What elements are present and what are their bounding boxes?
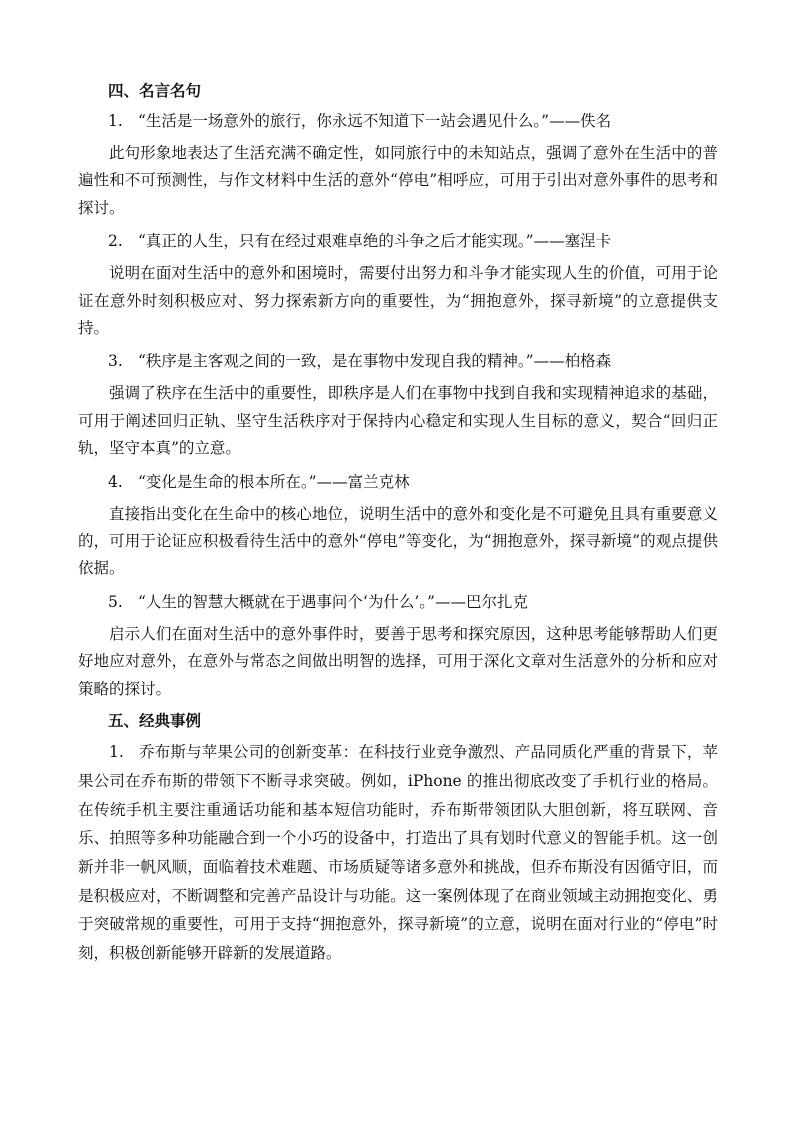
- section-heading: 四、名言名句: [108, 82, 202, 100]
- quote-line: [108, 108, 718, 134]
- quote-text: “真正的人生，只有在经过艰难卓绝的斗争之后才能实现。”——塞涅卡: [138, 232, 612, 251]
- example-paragraph: [78, 738, 718, 968]
- section-classic-examples: [78, 709, 718, 968]
- quote-text: “人生的智慧大概就在于遇事问个‘为什么’。”——巴尔扎克: [138, 592, 528, 611]
- quote-explanation: 直接指出变化在生命中的核心地位，说明生活中的意外和变化是不可避免且具有重要意义的，可用于论证应积极看待生活中的意外“停电”等变化，为“拥抱意外，探寻新境”的观点提供依据。: [78, 504, 718, 578]
- section-famous-quotes: [78, 79, 718, 703]
- quote-text: “生活是一场意外的旅行，你永远不知道下一站会遇见什么。”——佚名: [138, 112, 612, 130]
- example-number: 1.: [109, 743, 124, 762]
- quote-explanation: 强调了秩序在生活中的重要性，即秩序是人们在事物中找到自我和实现精神追求的基础，可用于阐述回归正轨、坚守生活秩序对于保持内心稳定和实现人生目标的意义，契合“回归正轨，坚守本真”的立意。: [78, 384, 718, 458]
- quote-explanation: 启示人们在面对生活中的意外事件时，要善于思考和探究原因，这种思考能够帮助人们更好地应对意外，在意外与常态之间做出明智的选择，可用于深化文章对生活意外的分析和应对策略的探讨。: [78, 624, 718, 698]
- section-heading: 五、经典事例: [108, 712, 202, 731]
- quote-text: “秩序是主客观之间的一致，是在事物中发现自我的精神。”——柏格森: [138, 352, 612, 371]
- example-text: 乔布斯与苹果公司的创新变革：在科技行业竞争激烈、产品同质化严重的背景下，苹果公司在乔布斯的带领下不断寻求突破。例如，iPhone 的推出彻底改变了手机行业的格局。在传统手机主要注重通话功能和基本短信功能时，乔布斯带领团队大胆创新，将互联网、音乐、拍照等多种功能融合到一个小巧的设备中，打造出了具有划时代意义的智能手机。这一创新并非一帆风顺，面临着技术难题、市场质疑等诸多意外和挑战，但乔布斯没有因循守旧，而是积极应对，不断调整和完善产品设计与功能。这一案例体现了在商业领域主动拥抱变化、勇于突破常规的重要性，可用于支持“拥抱意外，探寻新境”的立意，说明在面对行业的“停电”时刻，积极创新能够开辟新的发展道路。: [78, 743, 718, 963]
- quote-number: 4.: [108, 472, 123, 491]
- quote-number: 1.: [108, 112, 123, 130]
- quote-explanation: 此句形象地表达了生活充满不确定性，如同旅行中的未知站点，强调了意外在生活中的普遍性和不可预测性，与作文材料中生活的意外“停电”相呼应，可用于引出对意外事件的思考和探讨。: [78, 144, 718, 217]
- quote-number: 5.: [108, 592, 123, 611]
- quote-number: 3.: [108, 352, 123, 371]
- document-page: [78, 79, 718, 968]
- quote-text: “变化是生命的根本所在。”——富兰克林: [138, 472, 410, 491]
- quote-line: [108, 589, 718, 615]
- quote-line: [108, 469, 718, 495]
- quote-number: 2.: [108, 232, 123, 251]
- quote-explanation: 说明在面对生活中的意外和困境时，需要付出努力和斗争才能实现人生的价值，可用于论证在意外时刻积极应对、努力探索新方向的重要性，为“拥抱意外，探寻新境”的立意提供支持。: [78, 264, 718, 338]
- quote-line: [108, 348, 718, 374]
- quote-line: [108, 228, 718, 254]
